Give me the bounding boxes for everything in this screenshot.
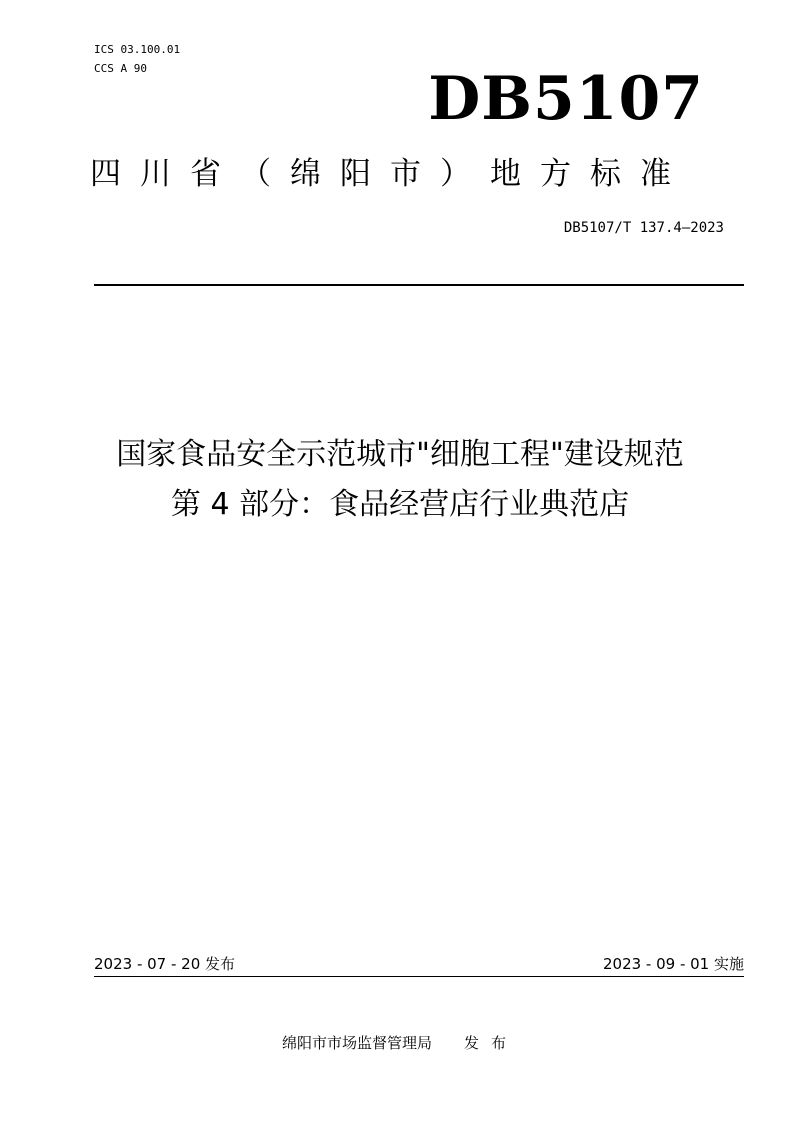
header-divider xyxy=(94,284,744,286)
footer-divider xyxy=(94,976,744,977)
issuer xyxy=(0,1032,800,1054)
standard-number: DB5107/T 137.4—2023 xyxy=(563,220,724,236)
title-line-2: 第 4 部分：食品经营店行业典范店 xyxy=(170,487,630,522)
ics-code: ICS 03.100.01 xyxy=(94,43,181,56)
document-title xyxy=(40,430,760,530)
issuer-name: 绵阳市市场监督管理局 xyxy=(281,1034,432,1052)
standard-type: 四川省（绵阳市）地方标准 xyxy=(90,156,690,192)
ccs-code: CCS A 90 xyxy=(94,62,147,75)
db-logo: DB5107 xyxy=(428,64,704,134)
implementation-date: 2023 - 09 - 01 实施 xyxy=(602,955,744,973)
title-line-1: 国家食品安全示范城市"细胞工程"建设规范 xyxy=(116,437,684,472)
issue-date: 2023 - 07 - 20 发布 xyxy=(94,955,236,973)
issuer-action: 发布 xyxy=(464,1034,519,1052)
classification-codes xyxy=(94,40,180,78)
